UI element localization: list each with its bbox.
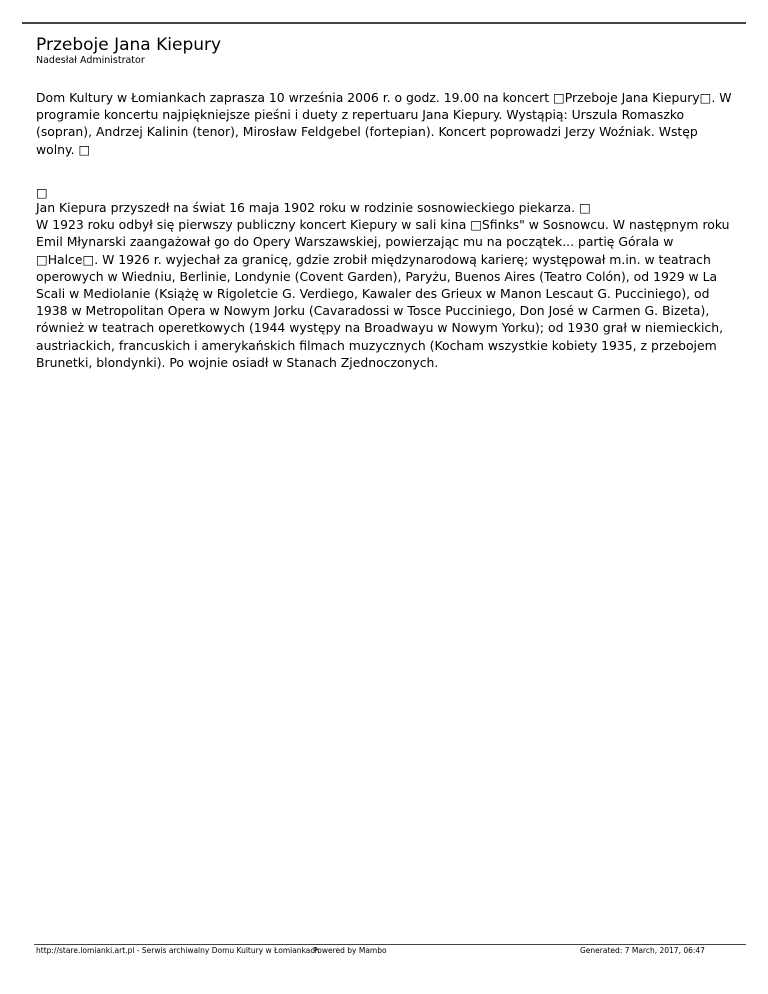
placeholder-glyph: □ bbox=[36, 185, 48, 200]
article-body bbox=[36, 199, 736, 371]
footer-divider bbox=[34, 944, 746, 945]
footer-site-url: http://stare.lomianki.art.pl - Serwis archiwalny Domu Kultury w Łomiankach bbox=[36, 946, 320, 955]
body-biography: W 1923 roku odbył się pierwszy publiczny koncert Kiepury w sali kina □Sfinks" w Sosnowcu. W następnym roku Emil Młynarski zaangażował go do Opery Warszawskiej, powierzając mu na początek... partię Górala w □Halce□. W 1926 r. wyjechał za granicę, gdzie zrobił międzynarodową karierę; występował m.in. w teatrach operowych w Wiedniu, Berlinie, Londynie (Covent Garden), Paryżu, Buenos Aires (Teatro Colón), od 1929 w La Scali w Mediolanie (Książę w Rigoletcie G. Verdiego, Kawaler des Grieux w Manon Lescaut G. Pucciniego), od 1938 w Metropolitan Opera w Nowym Jorku (Cavaradossi w Tosce Pucciniego, Don José w Carmen G. Bizeta), również w teatrach operetkowych (1944 występy na Broadwayu w Nowym Yorku); od 1930 grał w niemieckich, austriackich, francuskich i amerykańskich filmach muzycznych (Kocham wszystkie kobiety 1935, z przebojem Brunetki, blondynki). Po wojnie osiadł w Stanach Zjednoczonych. bbox=[36, 217, 730, 370]
body-line-birth: Jan Kiepura przyszedł na świat 16 maja 1902 roku w rodzinie sosnowieckiego piekarza. □ bbox=[36, 200, 591, 215]
article-title: Przeboje Jana Kiepury bbox=[36, 35, 222, 55]
article-intro: Dom Kultury w Łomiankach zaprasza 10 września 2006 r. o godz. 19.00 na koncert □Przeboje Jana Kiepury□. W programie koncertu najpiękniejsze pieśni i duety z repertuaru Jana Kiepury. Wystąpią: Urszula Romaszko (sopran), Andrzej Kalinin (tenor), Mirosław Feldgebel (fortepian). Koncert poprowadzi Jerzy Woźniak. Wstęp wolny. □ bbox=[36, 90, 732, 157]
article-author: Nadesłał Administrator bbox=[36, 55, 145, 66]
header-divider bbox=[22, 22, 746, 24]
footer-powered-by: Powered by Mambo bbox=[313, 946, 387, 955]
footer-generated-date: Generated: 7 March, 2017, 06:47 bbox=[580, 946, 705, 955]
